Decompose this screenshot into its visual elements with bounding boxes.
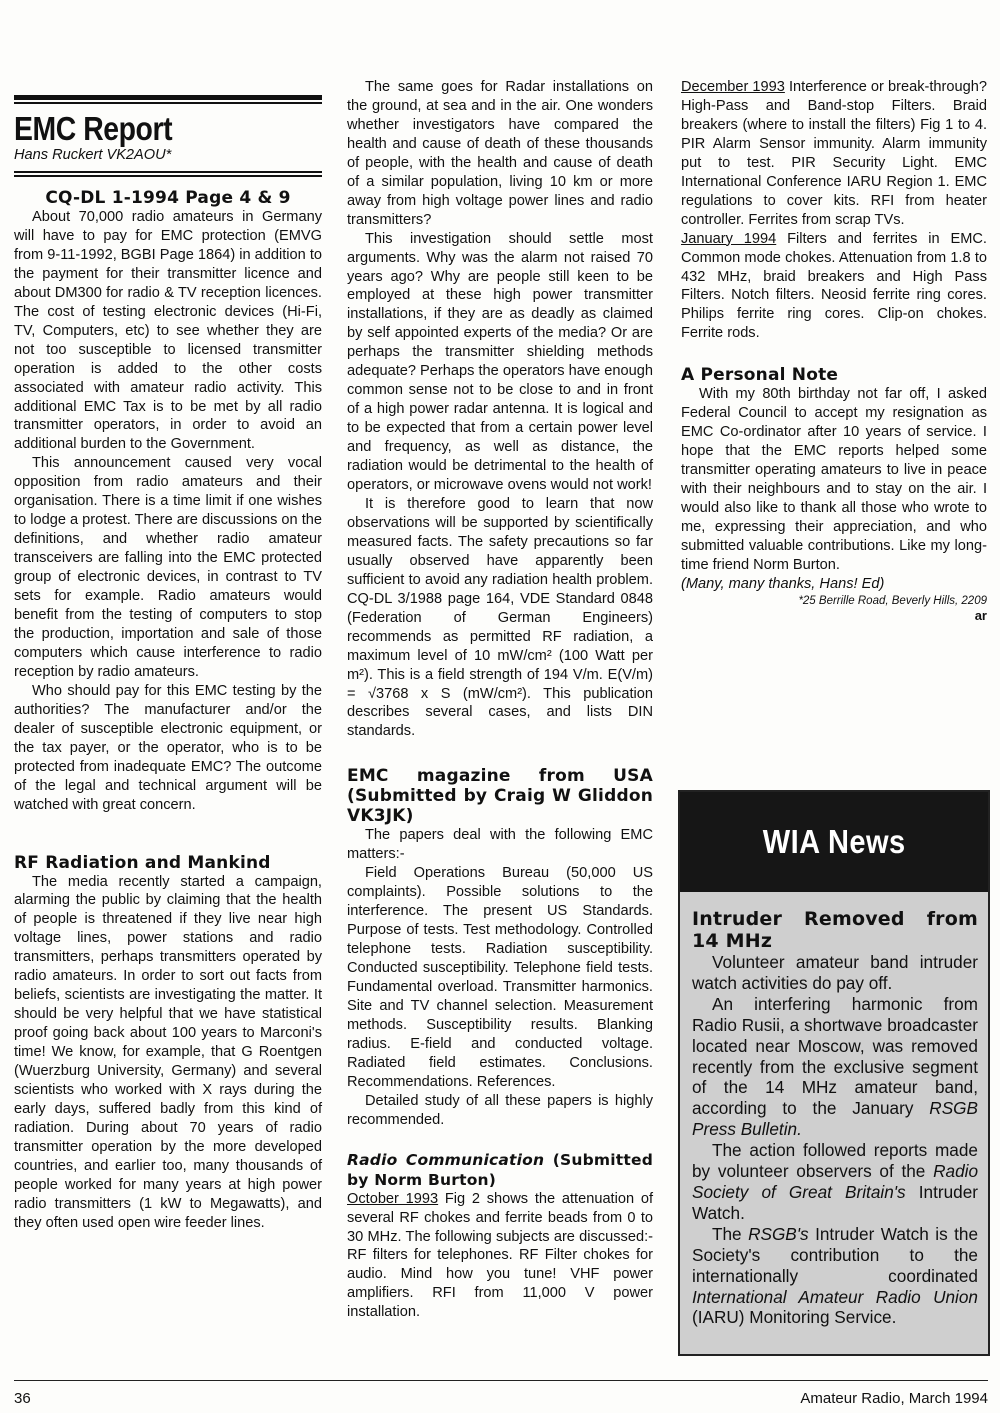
paragraph: With my 80th birthday not far off, I asked Federal Council to accept my resignation as EMC Co-ordinator after 10 years of service. I hope that the EMC reports helped some transmitter operating amateurs to live in peace with their neighbours and to stay on the air. I would also like to thank all those who wrote to me, expressing their appreciation, and who submitted valuable contributions. Like my long-time friend Norm Burton. [681,386,987,573]
wia-news-body [680,892,988,1328]
wia-news-heading: Intruder Removed from 14 MHz [692,908,978,952]
text: The action followed reports made by volunteer observers of the [692,1140,978,1182]
column-1 [14,78,322,1233]
wia-news-title: WIA News [762,823,906,860]
article-author: Hans Ruckert VK2AOU* [14,147,172,163]
paragraph-october [347,1190,653,1323]
heading-rest: (Submitted by Norm Burton) [347,1150,653,1189]
paragraph: Detailed study of all these papers is highly recommended. [347,1092,653,1128]
text: The [712,1223,742,1244]
text: Intruder Watch. [692,1181,978,1223]
column-3 [681,78,987,624]
italic-text: RSGB Press Bulletin. [692,1098,978,1140]
paragraph: Volunteer amateur band intruder watch activities do pay off. [692,952,978,993]
paragraph: The media recently started a campaign, alarming the public by claiming that the health of people is threatened if they live near high voltage lines, power stations and radio transmitters, perhaps transmitters operated by radio amateurs. In order to sort out facts from beliefs, scientists are investigating the matter. It should be very helpful that we have statistical proof going back about 100 years to Marconi's time! We know, for example, that G Roentgen (Wuerzburg University, Germany) and several scientists who worked with X rays during the early days, suffered badly from this kind of radiation. During about 70 years of radio transmitter operation by the more developed countries, and earlier too, many thousands of people worked for many years at high power radio transmitters (1 kW to Megawatts), and they often used open wire feeder lines. [14,873,322,1231]
page-number: 36 [14,1390,31,1407]
section-heading-rf-radiation: RF Radiation and Mankind [14,852,271,873]
month-text-december: Interference or break-through? High-Pass and Band-stop Filters. Braid breakers (where to install the filters) Fig 1 to 4. PIR Alarm Sensor immunity. Alarm immunity put to test. PIR Security Light. EMC International Conference IARU Region 1. EMC regulations to cover kits. RFI from heater controller. Ferrites from scrap TVs. [681,79,987,228]
month-label-october: October 1993 [347,1190,439,1207]
wia-news-box [678,790,990,1356]
month-text-january: Filters and ferrites in EMC. Common mode chokes. Attenuation from 1.8 to 432 MHz, braid breakers and High Pass Filters. Notch filters. Neosid ferrite ring cores. Philips ferrite ring cores. Clip-on chokes. Ferrite rods. [681,230,987,342]
author-rule-1 [14,171,322,173]
paragraph: This announcement caused very vocal opposition from radio amateurs and their organisation. There is a time limit if one wishes to lodge a protest. There are discussions on the definitions, and whether radio amateur transceivers are falling into the EMC protected group of electronic devices, in contrast to TV sets for example. Radio amateurs would benefit from the testing of computers to stop the production, importation and sale of those computers which cause interference to radio reception by radio amateurs. [14,455,323,680]
paragraph: Who should pay for this EMC testing by the authorities? The manufacturer and/or the dealer of susceptible electronic equipment, or the tax payer, or the operator, who is to be protected from inadequate EMC? The outcome of the legal and technical argument will be watched with great concern. [14,682,322,813]
paragraph-january [681,230,987,344]
month-text-october: Fig 2 shows the attenuation of several RF chokes and ferrite beads from 0 to 30 MHz. The following subjects are discussed:- RF filters for telephones. RF Filter chokes for audio. Mind how you tune! VHF power amplifiers. RFI from 11,000 V power installation. [347,1190,653,1321]
section-heading-cqdl: CQ-DL 1-1994 Page 4 & 9 [45,188,291,208]
paragraph: The same goes for Radar installations on the ground, at sea and in the air. One wonders whether investigators have compared the health and cause of death of these thousands of people, with the health and cause of death of a similar population, living 10 km or more away from high voltage power lines and radio transmitters? [347,79,653,228]
paragraph: It is therefore good to learn that now observations will be supported by scientifically measured facts. The safety precautions so far usually observed have apparently been sufficient to avoid any radiation health problem. CQ-DL 3/1988 page 164, VDE Standard 0848 (Federation of German Engineers) recommends as permitted RF radiation, a maximum level of 10 mW/cm² (100 Watt per m²). This is a field strength of 194 V/m. E(V/m) = √3768 x S (mW/cm²). This publication describes several cases, and lists DIN standards. [347,495,653,740]
paragraph-december [681,78,987,230]
paragraph [692,1224,978,1329]
wia-news-banner [680,792,988,892]
footer-rule [14,1380,988,1381]
author-rule-2 [14,175,322,177]
paragraph: About 70,000 radio amateurs in Germany will have to pay for EMC protection (EMVG from 9-11-1992, BGBI Page 1864) in addition to the payment for their transmitter licence and about DM300 for radio & TV reception licences. The cost of testing electronic devices (Hi-Fi, TV, Computers, etc) to see whether they are not too susceptible to licensed transmitter operation is added to the other costs associated with amateur radio activity. This additional EMC Tax is to be met by all radio transmitter operators, in order to avoid an additional burden to the Government. [14,209,323,453]
title-rule-thick [14,95,322,100]
section-heading-personal-note: A Personal Note [681,365,839,386]
section-heading-emc-magazine: EMC magazine from USA (Submitted by Craig W Gliddon VK3JK) [347,766,653,827]
editor-note [681,575,987,594]
italic-text: Radio Society of Great Britain's [692,1161,979,1202]
paragraph: Field Operations Bureau (50,000 US complaints). Possible solutions to the interference. The present US Standards. Purpose of tests. Test methodology. Controlled telephone tests. Radiation susceptibility. Conducted susceptibility. Telephone field tests. Fundamental overload. Transmitter harmonics. Site and TV channel selection. Measurement methods. Susceptibility results. Blanking radius. E-field and conducted voltage. Radiated field estimates. Conclusions. Recommendations. References. [347,865,653,1090]
text: An interfering harmonic from Radio Rusii, a shortwave broadcaster located near Moscow, was removed recently from the exclusive segment of the 14 MHz amateur band, according to the January [692,993,978,1119]
italic-text: International Amateur Radio Union [692,1286,978,1307]
end-mark: ar [974,607,987,623]
article-title: EMC Report [14,110,173,147]
month-label-january: January 1994 [681,230,777,247]
text: (IARU) Monitoring Service. [692,1307,897,1328]
paragraph [692,994,978,1140]
section-heading-radio-communication [347,1150,653,1190]
title-rule-thin [14,102,322,104]
month-label-december: December 1993 [681,79,785,95]
column-2 [347,78,653,1322]
text: Intruder Watch is the Society's contribution to the internationally coordinated [692,1223,978,1286]
italic-text: RSGB's [748,1223,809,1244]
heading-italic: Radio Communication [347,1150,545,1169]
paragraph: This investigation should settle most arguments. Why was the alarm not raised 70 years ago? Why are people still keen to be employed at these high power transmitter installations, if they are as deadly as claimed by self appointed experts of the media? Or are perhaps the transmitter shielding methods adequate? Perhaps the operators have enough common sense not to be close to and in front of a high power radar antenna. It is logical and to be expected that from a certain power level and frequency, as well as distance, the radiation would be detrimental to the health of operators, or microwave ovens would not work! [347,230,653,494]
paragraph [692,1140,978,1224]
publication-name: Amateur Radio, March 1994 [800,1390,988,1407]
author-address: *25 Berrille Road, Beverly Hills, 2209 [798,594,987,607]
editor-note-text: (Many, many thanks, Hans! Ed) [681,575,885,592]
paragraph: The papers deal with the following EMC matters:- [347,827,653,863]
